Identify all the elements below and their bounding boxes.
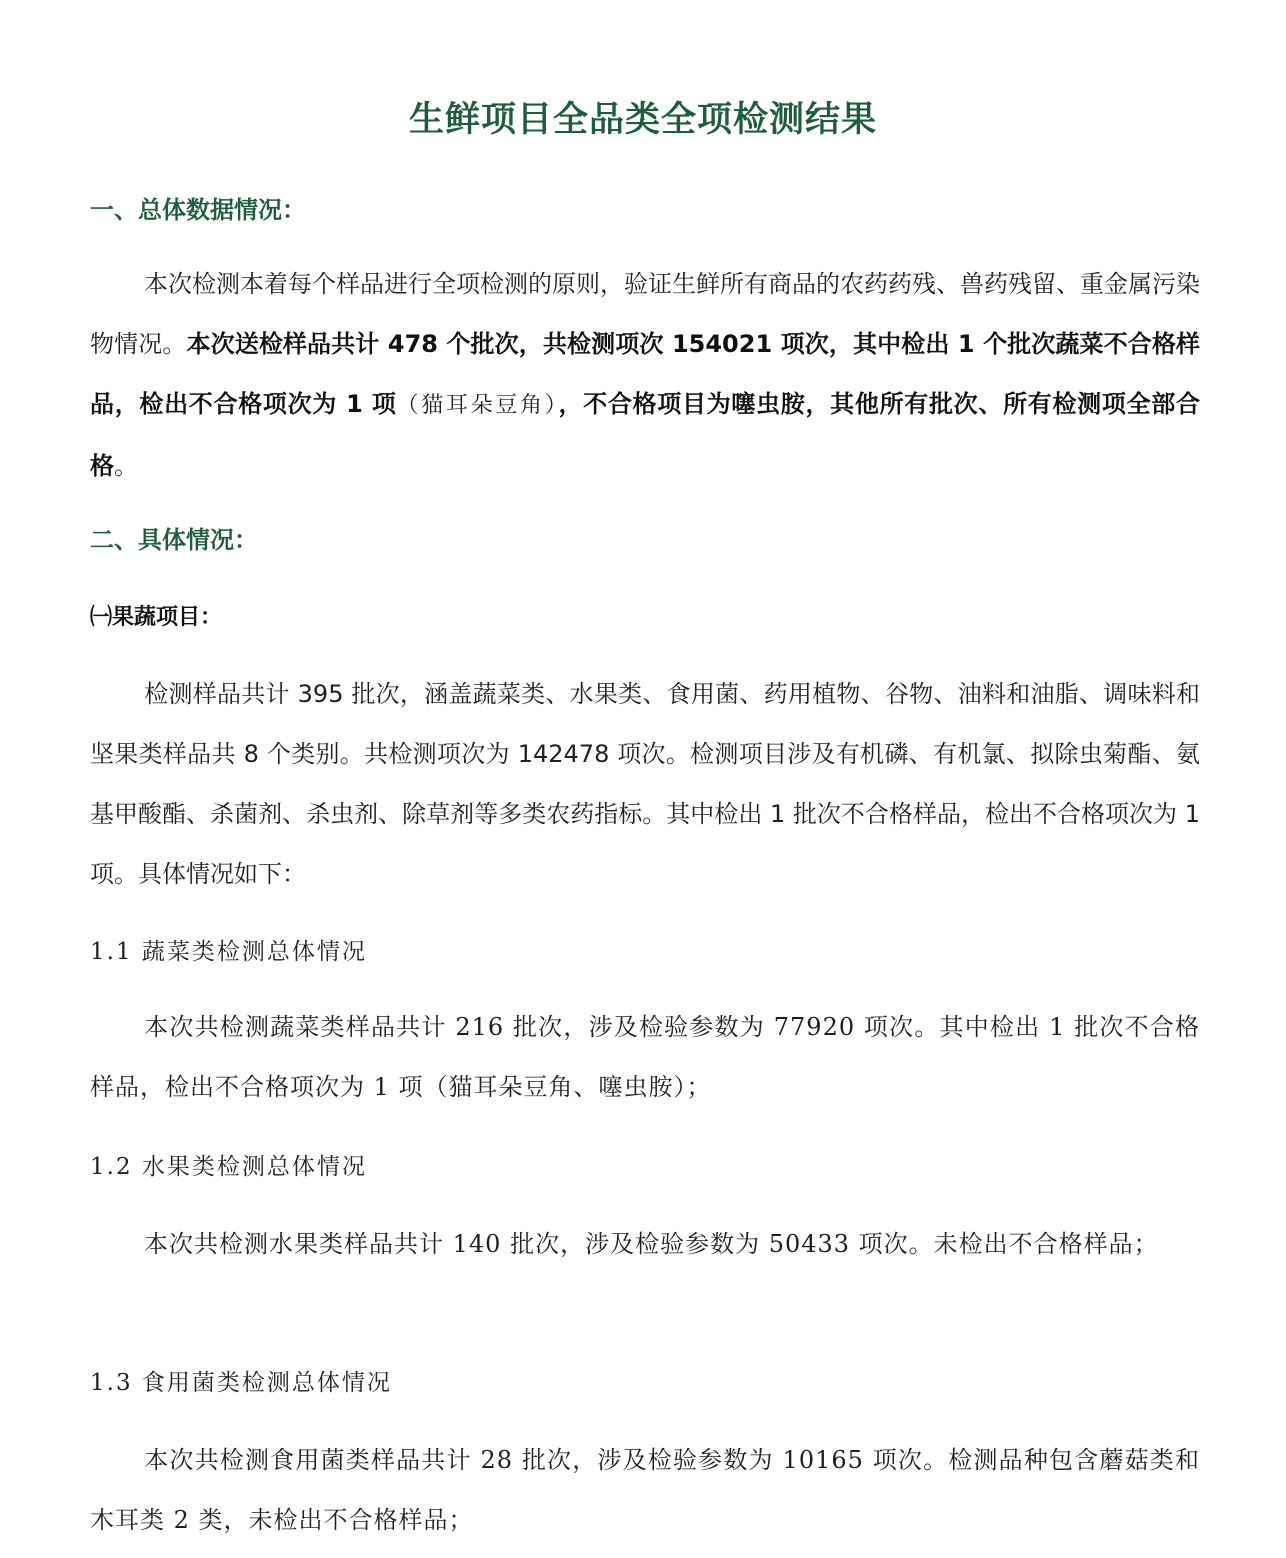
section2-heading: 二、具体情况： [90,526,258,554]
item-heading-vegetables: 1.1 蔬菜类检测总体情况 [90,939,367,965]
page-title: 生鲜项目全品类全项检测结果 [408,100,877,140]
fruit-veg-heading: ㈠果蔬项目： [90,605,223,630]
item-heading-fungi: 1.3 食用菌类检测总体情况 [90,1370,392,1396]
item-text: 本次共检测食用菌类样品共计 28 批次，涉及检验参数为 10165 项次。检测品种包含蘑菇类和木耳类 2 类，未检出不合格样品； [90,1446,1200,1534]
item-text: 本次共检测水果类样品共计 140 批次，涉及检验参数为 50433 项次。未检出不合格样品； [144,1230,1159,1258]
section1-text-end: 。 [114,452,138,480]
item-heading-fruits: 1.2 水果类检测总体情况 [90,1154,367,1180]
item-text-fungi [90,1430,1200,1550]
section1-text-bold-2: ，不合格项目为噻虫胺，其他所有批次、所有检测项全部合格 [90,390,1200,480]
item-text-vegetables [90,997,1200,1117]
section1-text-paren: （猫耳朵豆角） [396,393,559,418]
item-text-fruits [90,1214,1200,1274]
fruit-veg-intro-text: 检测样品共计 395 批次，涵盖蔬菜类、水果类、食用菌、药用植物、谷物、油料和油脂、调味料和坚果类样品共 8 个类别。共检测项次为 142478 项次。检测项目涉及有机磷、有机氯、拟除虫菊酯、氨基甲酸酯、杀菌剂、杀虫剂、除草剂等多类农药指标。其中检出 1 批次不合格样品，检出不合格项次为 1 项。具体情况如下： [90,680,1200,888]
section1-text-bold-1: 本次送检样品共计 478 个批次，共检测项次 154021 项次，其中检出 1 个批次蔬菜不合格样品，检出不合格项次为 1 项 [90,330,1201,418]
item-text: 本次共检测蔬菜类样品共计 216 批次，涉及检验参数为 77920 项次。其中检出 1 批次不合格样品，检出不合格项次为 1 项（猫耳朵豆角、噻虫胺）； [90,1013,1200,1101]
fruit-veg-intro [90,664,1200,904]
section1-text-normal: 本次检测本着每个样品进行全项检测的原则，验证生鲜所有商品的农药药残、兽药残留、重金属污染物情况。 [90,270,1200,358]
section1-heading: 一、总体数据情况： [90,196,306,224]
section1-paragraph [90,254,1200,496]
